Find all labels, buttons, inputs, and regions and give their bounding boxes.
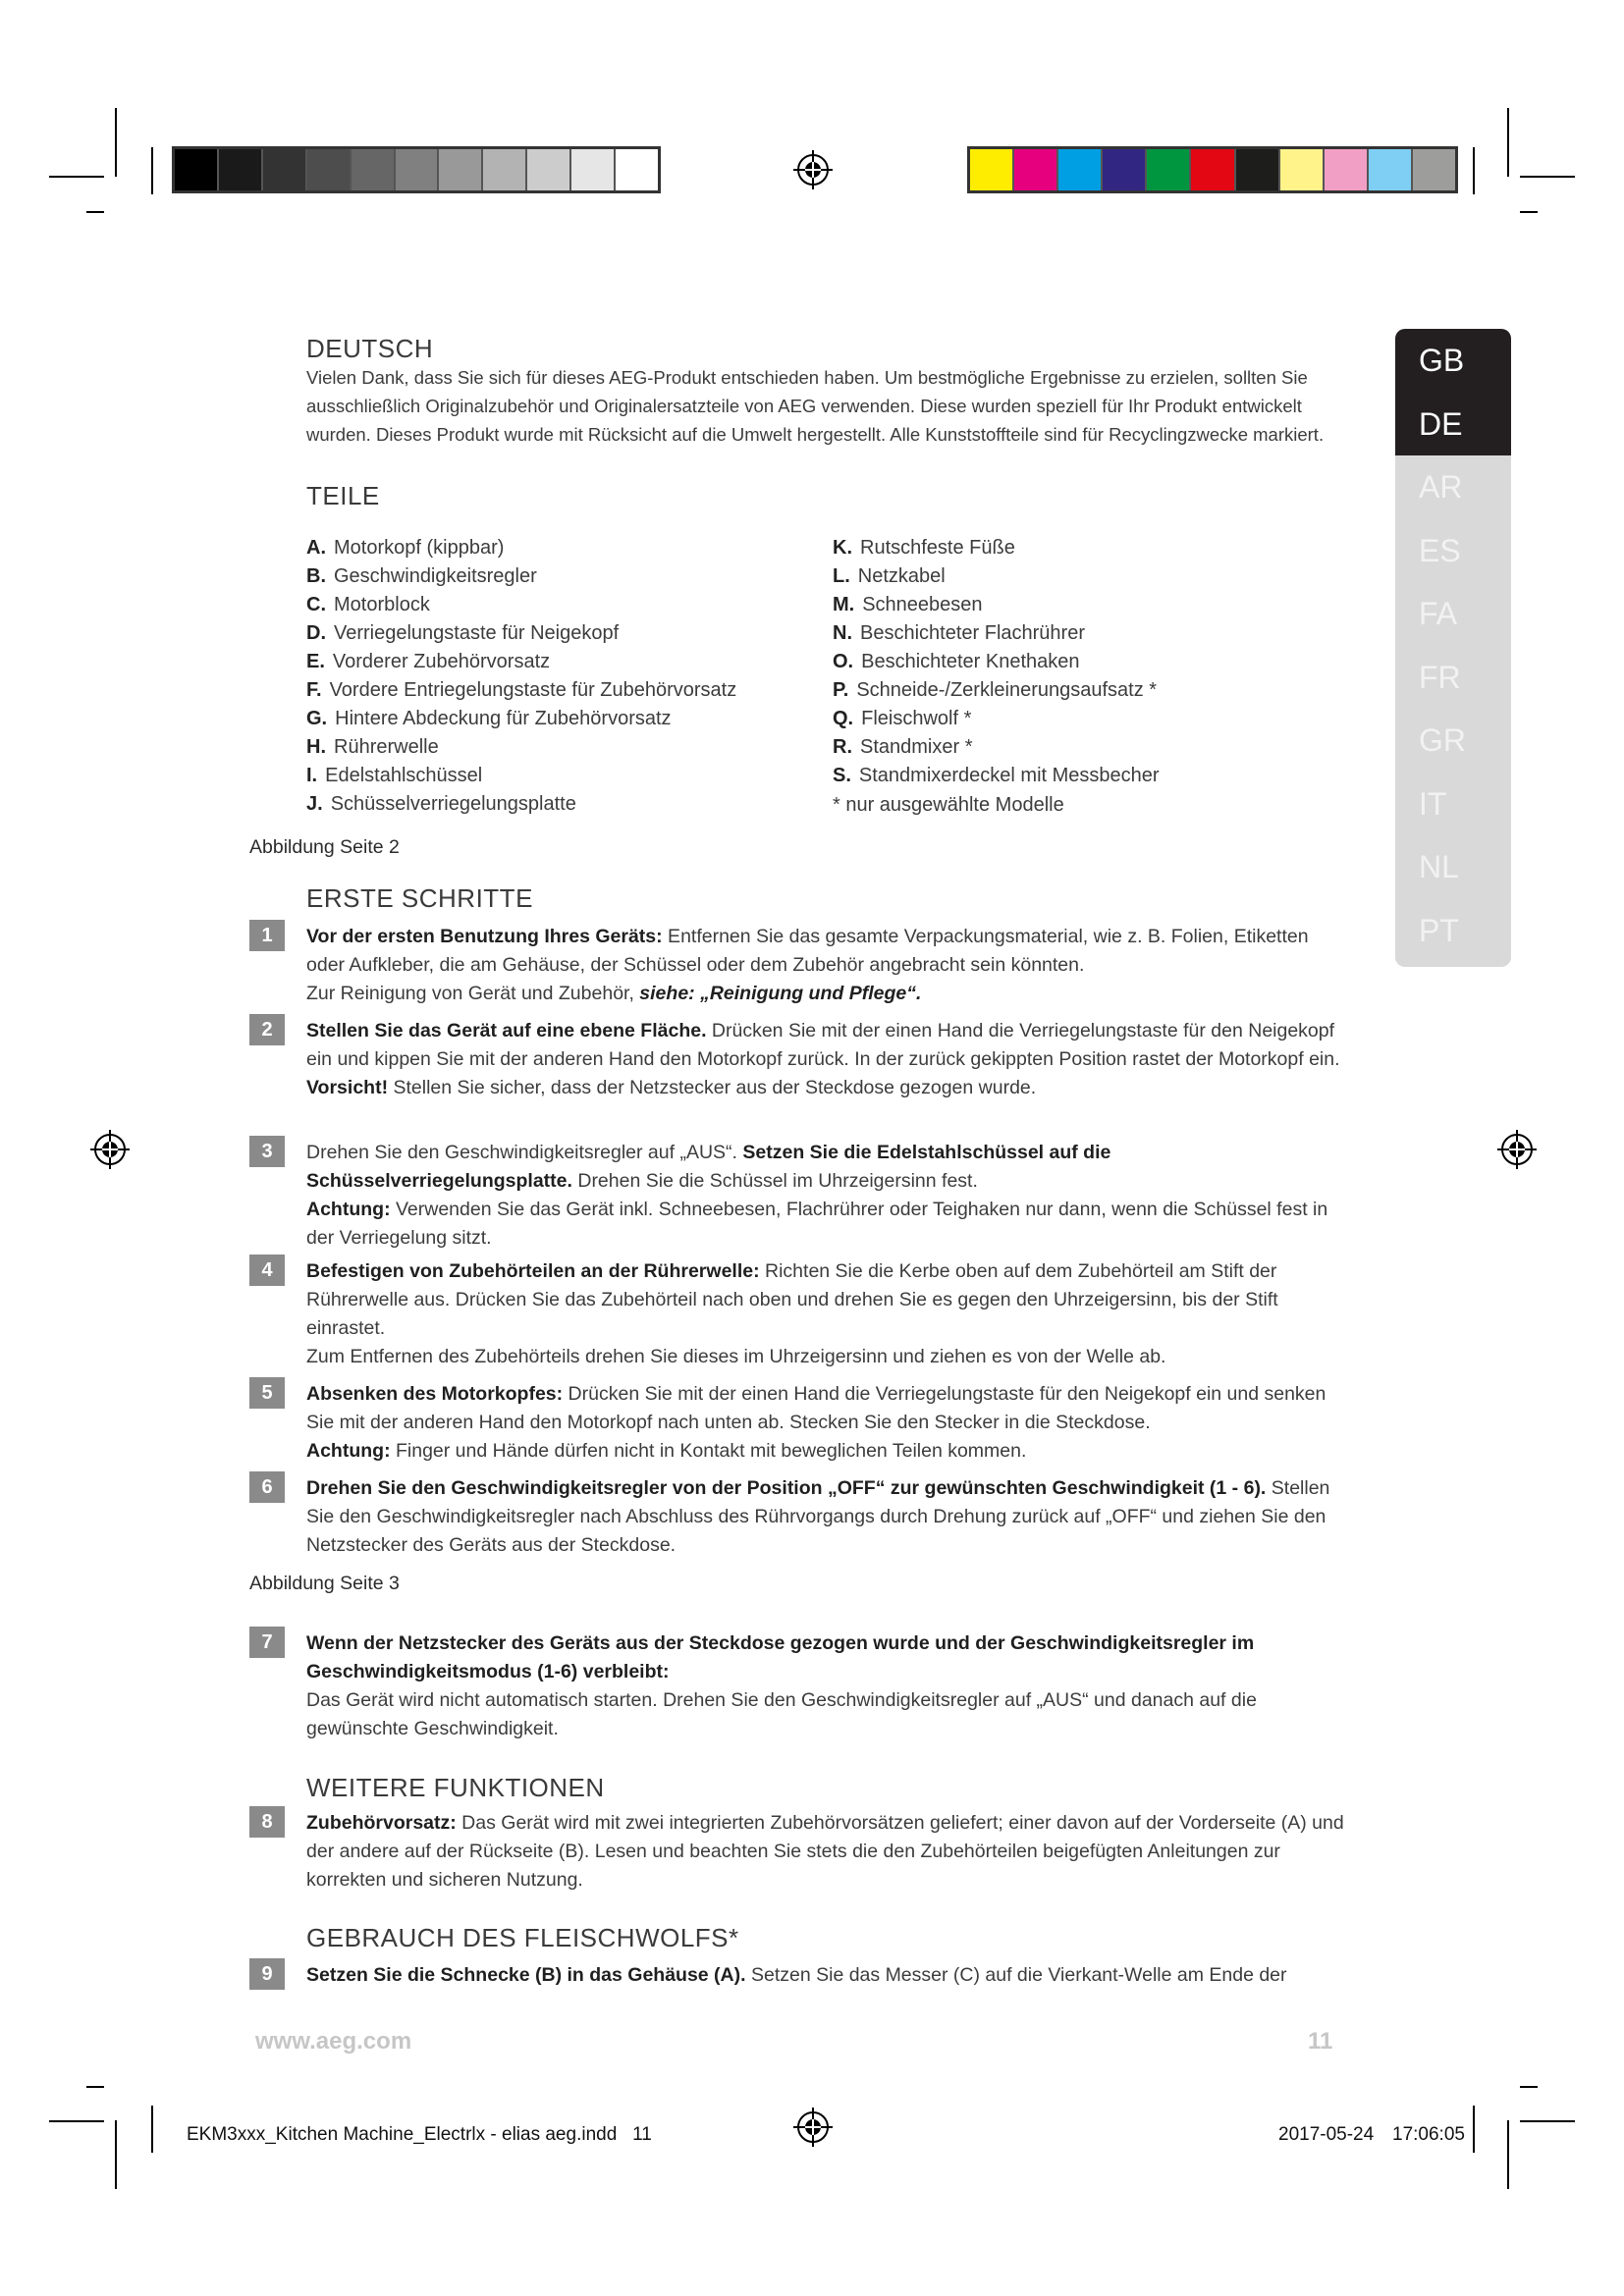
step-6 [306, 1474, 1351, 1560]
step-number: 6 [249, 1471, 285, 1503]
step-lead: Drehen Sie den Geschwindigkeitsregler von der Position „OFF“ zur gewünschten Geschwindigkeit (1 - 6). [306, 1477, 1267, 1499]
registration-mark-icon [793, 150, 833, 189]
first-steps-heading: ERSTE SCHRITTE [306, 883, 533, 913]
step-number: 3 [249, 1136, 285, 1167]
part-name: Schneide-/Zerkleinerungsaufsatz * [856, 679, 1158, 701]
step-lead: Setzen Sie die Edelstahlschüssel auf die Schüsselverriegelungsplatte. [306, 1142, 1111, 1192]
language-tabs [1395, 329, 1511, 967]
step-lead: Zubehörvorsatz: [306, 1812, 457, 1834]
step-number: 4 [249, 1255, 285, 1286]
part-letter: Q. [833, 708, 854, 729]
part-item [833, 762, 1160, 790]
part-name: Verriegelungstaste für Neigekopf [334, 622, 620, 644]
step-number: 1 [249, 920, 285, 951]
part-letter: D. [306, 622, 326, 644]
color-swatch [970, 149, 1014, 190]
part-item [833, 619, 1085, 648]
part-letter: L. [833, 565, 850, 587]
grayscale-color-bar [172, 146, 661, 193]
slug-date: 2017-05-24 [1278, 2124, 1375, 2145]
step-text: Stellen Sie den Geschwindigkeitsregler nach Abschluss des Rührvorgangs durch Drehung zurück auf „OFF“ und ziehen Sie den Netzstecker des Geräts aus der Steckdose. [306, 1477, 1330, 1556]
color-swatch [439, 149, 483, 190]
part-name: Motorblock [334, 594, 430, 615]
step-2 [306, 1017, 1351, 1102]
part-letter: S. [833, 765, 851, 786]
part-name: Rutschfeste Füße [860, 537, 1015, 559]
step-lead: Absenken des Motorkopfes: [306, 1383, 564, 1405]
intro-paragraph: Vielen Dank, dass Sie sich für dieses AEG-Produkt entschieden haben. Um bestmögliche Ergebnisse zu erzielen, sollten Sie ausschließlich Originalzubehör und Originalersatzteile von AEG verwenden. Diese wurden speziell für Ihr Produkt entwickelt wurden. Dieses Produkt wurde mit Rücksicht auf die Umwelt hergestellt. Alle Kunststoffteile sind für Recyclingzwecke markiert. [306, 367, 1325, 445]
step-4 [306, 1257, 1351, 1371]
part-item [306, 619, 619, 648]
step-9 [306, 1961, 1351, 1990]
part-letter: F. [306, 679, 322, 701]
part-name: Edelstahlschüssel [325, 765, 483, 786]
registration-mark-icon [90, 1130, 130, 1169]
part-letter: M. [833, 594, 855, 615]
step-note: Stellen Sie sicher, dass der Netzstecker aus der Steckdose gezogen wurde. [388, 1077, 1037, 1098]
part-item [833, 648, 1080, 676]
color-swatch [1014, 149, 1058, 190]
step-number: 8 [249, 1806, 285, 1838]
color-swatch [1280, 149, 1325, 190]
color-swatch [571, 149, 616, 190]
step-text: Zum Entfernen des Zubehörteils drehen Sie dieses im Uhrzeigersinn und ziehen es von der Welle ab. [306, 1346, 1166, 1367]
footer-url: www.aeg.com [255, 2028, 412, 2055]
slug-time: 17:06:05 [1392, 2124, 1465, 2145]
part-name: Beschichteter Knethaken [861, 651, 1080, 672]
step-lead: Wenn der Netzstecker des Geräts aus der Steckdose gezogen wurde und der Geschwindigkeitsregler im Geschwindigkeitsmodus (1-6) verbleibt: [306, 1632, 1255, 1682]
part-item [306, 648, 550, 676]
step-lead: Befestigen von Zubehörteilen an der Rührerwelle: [306, 1260, 760, 1282]
step-text: Das Gerät wird mit zwei integrierten Zubehörvorsätzen geliefert; einer davon auf der Vorderseite (A) und der andere auf der Rückseite (B). Lesen und beachten Sie stets die den Zubehörteilen beigefügten Anleitungen zur korrekten und sicheren Nutzung. [306, 1812, 1344, 1891]
part-letter: H. [306, 736, 326, 758]
step-note-label: Achtung: [306, 1199, 391, 1220]
slug-filename: EKM3xxx_Kitchen Machine_Electrlx - elias aeg.indd 11 [187, 2124, 652, 2145]
figure-reference: Abbildung Seite 3 [249, 1573, 400, 1594]
step-reference: siehe: „Reinigung und Pflege“. [639, 983, 922, 1004]
part-item [306, 591, 430, 619]
color-swatch [175, 149, 219, 190]
color-swatch [1191, 149, 1235, 190]
step-lead: Stellen Sie das Gerät auf eine ebene Fläche. [306, 1020, 707, 1041]
part-item [306, 534, 504, 562]
part-item [833, 676, 1157, 705]
parts-footnote: * nur ausgewählte Modelle [833, 794, 1064, 816]
part-letter: C. [306, 594, 326, 615]
step-number: 2 [249, 1014, 285, 1045]
part-letter: K. [833, 537, 852, 559]
step-3 [306, 1139, 1351, 1253]
part-item [833, 733, 973, 762]
more-functions-heading: WEITERE FUNKTIONEN [306, 1773, 605, 1802]
step-note-label: Achtung: [306, 1440, 391, 1462]
step-text: Drücken Sie mit der einen Hand die Verriegelungstaste für den Neigekopf ein und kippen Sie mit der anderen Hand den Motorkopf zurück. In der zurück gekippten Position rastet der Motorkopf ein. [306, 1020, 1340, 1070]
part-name: Standmixer * [860, 736, 973, 758]
step-note: Finger und Hände dürfen nicht in Kontakt mit beweglichen Teilen kommen. [390, 1440, 1027, 1462]
color-swatch [483, 149, 527, 190]
part-letter: B. [306, 565, 326, 587]
part-letter: R. [833, 736, 852, 758]
part-name: Schneebesen [862, 594, 983, 615]
step-note-label: Vorsicht! [306, 1077, 389, 1098]
lang-tab-ar[interactable]: AR [1395, 455, 1511, 519]
part-name: Schüsselverriegelungsplatte [330, 793, 576, 815]
step-text: Drehen Sie den Geschwindigkeitsregler auf „AUS“. [306, 1142, 743, 1163]
step-8 [306, 1809, 1351, 1895]
color-swatch [1236, 149, 1280, 190]
registration-mark-icon [793, 2108, 833, 2147]
color-swatch [1103, 149, 1147, 190]
step-5 [306, 1380, 1351, 1466]
step-number: 9 [249, 1958, 285, 1990]
step-text: Entfernen Sie das gesamte Verpackungsmaterial, wie z. B. Folien, Etiketten oder Aufkleber, die am Gehäuse, der Schüssel oder dem Zubehör angebracht sein könnten. [306, 926, 1309, 976]
part-name: Beschichteter Flachrührer [860, 622, 1085, 644]
color-swatch [263, 149, 307, 190]
part-letter: E. [306, 651, 325, 672]
part-name: Geschwindigkeitsregler [334, 565, 537, 587]
process-color-bar [967, 146, 1458, 193]
part-letter: G. [306, 708, 328, 729]
step-1 [306, 923, 1351, 1008]
lang-tab-gb[interactable]: GB [1395, 329, 1511, 393]
color-swatch [219, 149, 263, 190]
part-letter: I. [306, 765, 318, 786]
step-note: Verwenden Sie das Gerät inkl. Schneebesen, Flachrührer oder Teighaken nur dann, wenn die Schüssel fest in der Verriegelung sitzt. [306, 1199, 1328, 1249]
parts-heading: TEILE [306, 481, 380, 510]
part-name: Fleischwolf * [861, 708, 972, 729]
step-number: 7 [249, 1627, 285, 1658]
part-item [306, 733, 439, 762]
color-swatch [1325, 149, 1369, 190]
part-letter: P. [833, 679, 849, 701]
language-heading: DEUTSCH [306, 334, 434, 363]
step-text: Drehen Sie die Schüssel im Uhrzeigersinn fest. [571, 1170, 978, 1192]
part-item [833, 705, 971, 733]
part-name: Netzkabel [857, 565, 946, 587]
step-7 [306, 1629, 1351, 1743]
color-swatch [1147, 149, 1191, 190]
part-name: Vorderer Zubehörvorsatz [332, 651, 551, 672]
part-letter: A. [306, 537, 326, 559]
page-number: 11 [1308, 2028, 1333, 2055]
step-text: Setzen Sie das Messer (C) auf die Vierkant-Welle am Ende der [745, 1964, 1287, 1986]
step-text: Richten Sie die Kerbe oben auf dem Zubehörteil am Stift der Rührerwelle aus. Drücken Sie das Zubehörteil nach oben und drehen Sie es gegen den Uhrzeigersinn, bis der Stift einrastet. [306, 1260, 1278, 1339]
step-text: Das Gerät wird nicht automatisch starten. Drehen Sie den Geschwindigkeitsregler auf „AUS“ und danach auf die gewünschte Geschwindigkeit. [306, 1689, 1257, 1739]
figure-reference: Abbildung Seite 2 [249, 836, 400, 858]
color-swatch [1369, 149, 1413, 190]
color-swatch [352, 149, 396, 190]
part-item [306, 705, 672, 733]
color-swatch [1413, 149, 1455, 190]
part-letter: J. [306, 793, 323, 815]
lang-tab-it[interactable]: IT [1395, 773, 1511, 836]
lang-tab-nl[interactable]: NL [1395, 835, 1511, 899]
lang-tab-fr[interactable]: FR [1395, 646, 1511, 710]
step-lead: Vor der ersten Benutzung Ihres Geräts: [306, 926, 663, 947]
step-text: Zur Reinigung von Gerät und Zubehör, [306, 983, 640, 1004]
step-text: Drücken Sie mit der einen Hand die Verriegelungstaste für den Neigekopf ein und senken Sie mit der anderen Hand den Motorkopf nach unten ab. Stecken Sie den Stecker in die Steckdose. [306, 1383, 1326, 1433]
part-item [833, 534, 1015, 562]
color-swatch [616, 149, 658, 190]
part-letter: O. [833, 651, 854, 672]
part-name: Rührerwelle [334, 736, 439, 758]
lang-tab-de[interactable]: DE [1395, 393, 1511, 456]
part-item [833, 591, 983, 619]
color-swatch [307, 149, 352, 190]
color-swatch [1058, 149, 1103, 190]
lang-tab-gr[interactable]: GR [1395, 709, 1511, 773]
part-item [306, 676, 736, 705]
part-item [833, 562, 946, 591]
part-name: Hintere Abdeckung für Zubehörvorsatz [335, 708, 672, 729]
lang-tab-pt[interactable]: PT [1395, 899, 1511, 963]
step-lead: Setzen Sie die Schnecke (B) in das Gehäuse (A). [306, 1964, 746, 1986]
lang-tab-fa[interactable]: FA [1395, 582, 1511, 646]
registration-mark-icon [1497, 1130, 1537, 1169]
part-item [306, 562, 537, 591]
part-name: Motorkopf (kippbar) [334, 537, 505, 559]
part-item [306, 762, 482, 790]
part-letter: N. [833, 622, 852, 644]
part-name: Vordere Entriegelungstaste für Zubehörvorsatz [329, 679, 737, 701]
part-name: Standmixerdeckel mit Messbecher [858, 765, 1160, 786]
color-swatch [396, 149, 440, 190]
color-swatch [527, 149, 571, 190]
part-item [306, 790, 576, 819]
step-number: 5 [249, 1377, 285, 1409]
mincer-heading: GEBRAUCH DES FLEISCHWOLFS* [306, 1923, 739, 1952]
lang-tab-es[interactable]: ES [1395, 519, 1511, 583]
